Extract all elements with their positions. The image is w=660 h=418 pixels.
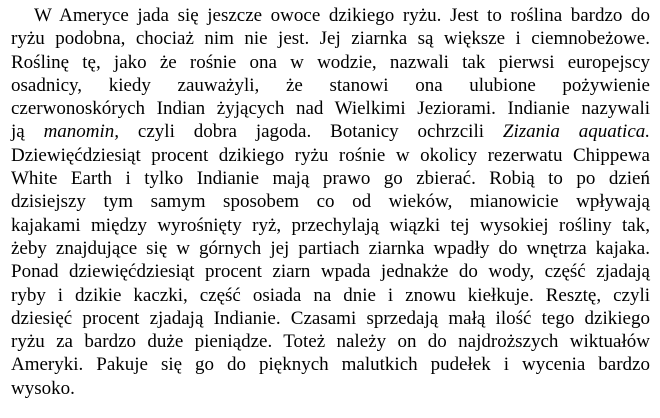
text-line-with-italics	[11, 120, 650, 143]
text-line: W Ameryce jada się jeszcze owoce dzikiego ryżu. Jest to roślina bardzo do	[34, 5, 650, 26]
text-line: ryżu za bardzo duże pieniądze. Toteż należy on do najdroższych wiktuałów	[11, 331, 650, 353]
italic-term-zizania: Zizania aquatica.	[502, 121, 650, 143]
italic-term-manomin: manomin,	[43, 121, 120, 143]
text-line: Ponad dziewięćdziesiąt procent ziarn wpada jednakże do wody, część zjadają	[11, 261, 650, 283]
text-line: czerwonoskórych Indian żyjących nad Wielkimi Jeziorami. Indianie nazywali	[11, 98, 650, 120]
text-line: Roślinę tę, jako że rośnie ona w wodzie, nazwali tak pierwsi europejscy	[11, 51, 650, 73]
text-line: Dziewięćdziesiąt procent dzikiego ryżu rośnie w okolicy rezerwatu Chippewa	[11, 144, 650, 166]
text-line: wysoko.	[11, 377, 75, 399]
text-line: osadnicy, kiedy zauważyli, że stanowi ona ulubione pożywienie	[11, 74, 650, 96]
text-segment: czyli dobra jagoda. Botanicy ochrzcili	[119, 121, 503, 143]
text-line: dziesięć procent zjadają Indianie. Czasami sprzedają małą ilość tego dzikiego	[11, 307, 650, 329]
text-line: ryby i dzikie kaczki, część osiada na dnie i znowu kiełkuje. Resztę, czyli	[11, 284, 650, 306]
text-line: dzisiejszy tym samym sposobem co od wieków, mianowicie wpływają	[11, 191, 650, 213]
paragraph	[11, 4, 650, 400]
text-line: kajakami między wyrośnięty ryż, przechylają wiązki tej wysokiej rośliny tak,	[11, 214, 650, 236]
text-line: żeby znajdujące się w górnych jej partiach ziarnka wpadły do wnętrza kajaka.	[11, 237, 650, 259]
text-line: Ameryki. Pakuje się go do pięknych malutkich pudełek i wycenia bardzo	[11, 354, 650, 376]
text-line: ryżu podobna, chociaż nim nie jest. Jej ziarnka są większe i ciemnobeżowe.	[11, 28, 650, 50]
text-segment: ją	[11, 121, 44, 143]
text-line: White Earth i tylko Indianie mają prawo go zbierać. Robią to po dzień	[11, 168, 650, 190]
